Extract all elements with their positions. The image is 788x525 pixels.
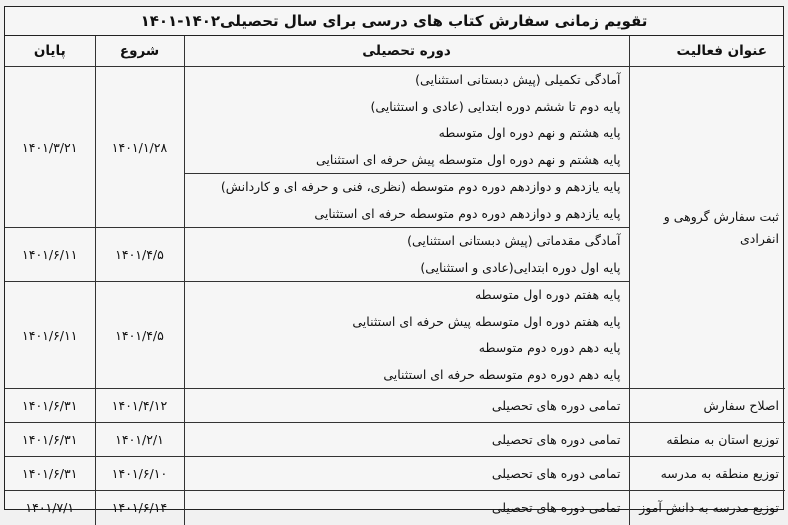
course-line: پایه هفتم دوره اول متوسطه پیش حرفه ای استثنایی xyxy=(352,313,621,329)
end-date: ۱۴۰۱/۳/۲۱ xyxy=(5,67,95,228)
course-line: پایه دوم تا ششم دوره ابتدایی (عادی و استثنایی) xyxy=(370,98,621,114)
schedule-table xyxy=(5,36,785,525)
start-date: ۱۴۰۱/۲/۱ xyxy=(95,423,184,457)
course-cell: تمامی دوره های تحصیلی xyxy=(184,491,629,525)
table-row xyxy=(5,457,785,491)
end-date: ۱۴۰۱/۶/۳۱ xyxy=(5,423,95,457)
start-date: ۱۴۰۱/۴/۵ xyxy=(95,282,184,389)
course-line: پایه هشتم و نهم دوره اول متوسطه پیش حرفه ای استثنایی xyxy=(316,151,621,167)
course-line: آمادگی تکمیلی (پیش دبستانی استثنایی) xyxy=(415,72,621,87)
course-line: پایه یازدهم و دوازدهم دوره دوم متوسطه حرفه ای استثنایی xyxy=(314,205,621,221)
activity-cell: ثبت سفارش گروهی و انفرادی xyxy=(629,67,785,389)
end-date: ۱۴۰۱/۶/۳۱ xyxy=(5,457,95,491)
course-line: پایه هفتم دوره اول متوسطه xyxy=(474,287,621,302)
start-date: ۱۴۰۱/۴/۱۲ xyxy=(95,389,184,423)
start-date: ۱۴۰۱/۶/۱۴ xyxy=(95,491,184,525)
course-cell: تمامی دوره های تحصیلی xyxy=(184,389,629,423)
activity-cell: توزیع استان به منطقه xyxy=(629,423,785,457)
course-cell xyxy=(184,282,629,389)
start-date: ۱۴۰۱/۴/۵ xyxy=(95,228,184,282)
course-line: آمادگی مقدماتی (پیش دبستانی استثنایی) xyxy=(407,233,621,248)
activity-cell: توزیع مدرسه به دانش آموز xyxy=(629,491,785,525)
end-date: ۱۴۰۱/۶/۳۱ xyxy=(5,389,95,423)
schedule-document xyxy=(4,6,784,516)
course-cell: تمامی دوره های تحصیلی xyxy=(184,457,629,491)
header-activity: عنوان فعالیت xyxy=(629,36,785,67)
table-row xyxy=(5,389,785,423)
table-row xyxy=(5,423,785,457)
course-cell xyxy=(184,174,629,228)
document-title: تقویم زمانی سفارش کتاب های درسی برای سال تحصیلی۱۴۰۲-۱۴۰۱ xyxy=(5,7,783,36)
course-line: پایه دهم دوره دوم متوسطه xyxy=(478,340,621,355)
header-course: دوره تحصیلی xyxy=(184,36,629,67)
header-start: شروع xyxy=(95,36,184,67)
table-row xyxy=(5,67,785,174)
course-line: پایه یازدهم و دوازدهم دوره دوم متوسطه (نظری، فنی و حرفه ای و کاردانش) xyxy=(220,179,621,194)
end-date: ۱۴۰۱/۶/۱۱ xyxy=(5,228,95,282)
start-date: ۱۴۰۱/۶/۱۰ xyxy=(95,457,184,491)
course-line: پایه هشتم و نهم دوره اول متوسطه xyxy=(438,125,621,140)
header-end: پایان xyxy=(5,36,95,67)
course-line: پایه دهم دوره دوم متوسطه حرفه ای استثنایی xyxy=(383,366,621,382)
activity-cell: اصلاح سفارش xyxy=(629,389,785,423)
course-cell xyxy=(184,228,629,282)
end-date: ۱۴۰۱/۶/۱۱ xyxy=(5,282,95,389)
course-cell xyxy=(184,67,629,174)
activity-cell: توزیع منطقه به مدرسه xyxy=(629,457,785,491)
course-cell: تمامی دوره های تحصیلی xyxy=(184,423,629,457)
header-row xyxy=(5,36,785,67)
course-line: پایه اول دوره ابتدایی(عادی و استثنایی) xyxy=(420,259,621,275)
start-date: ۱۴۰۱/۱/۲۸ xyxy=(95,67,184,228)
end-date: ۱۴۰۱/۷/۱ xyxy=(5,491,95,525)
table-row xyxy=(5,491,785,525)
